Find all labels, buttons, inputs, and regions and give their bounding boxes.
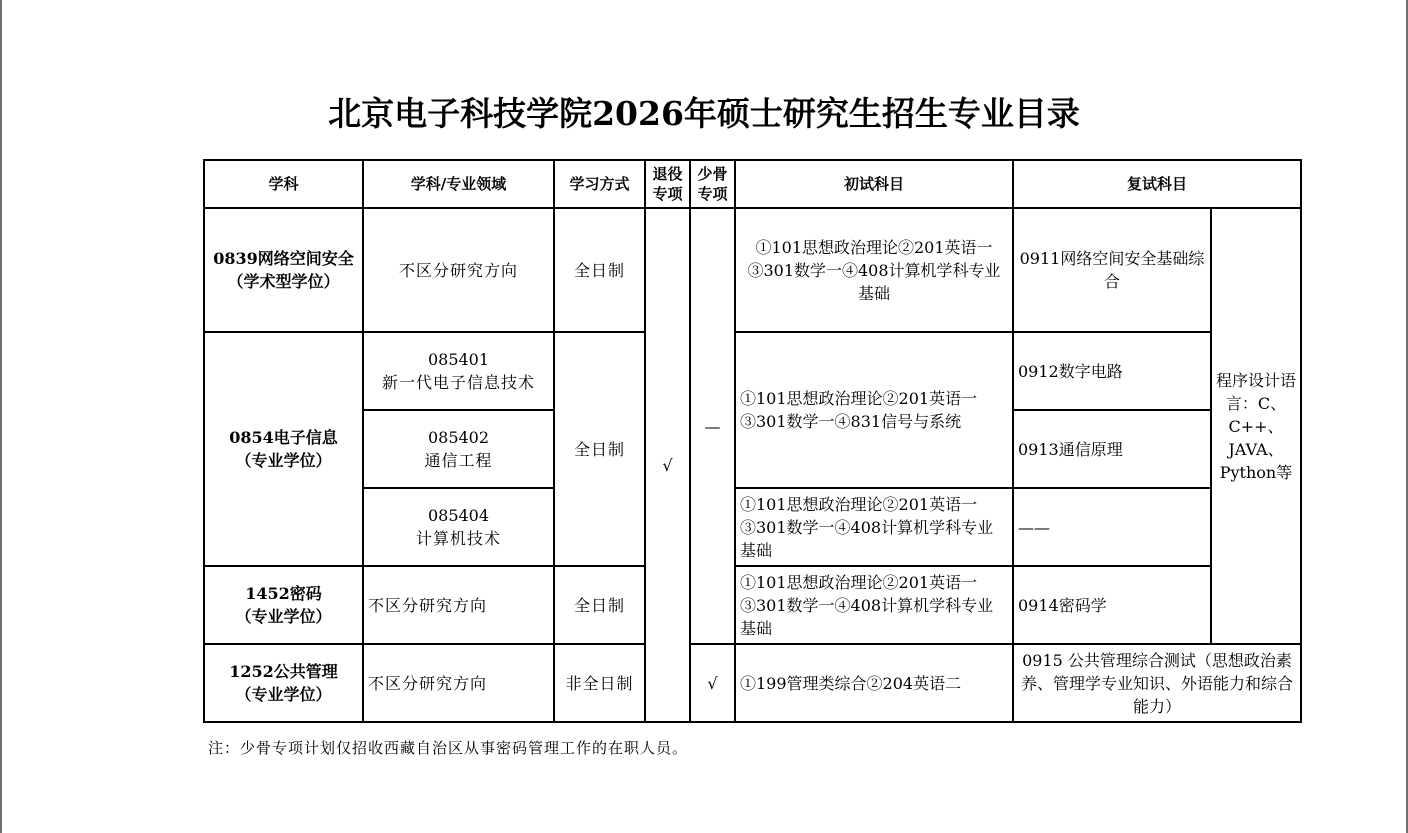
- discipline-name: 1452密码: [245, 584, 322, 603]
- discipline-cell: [204, 644, 363, 722]
- header-field: 学科/专业领域: [363, 160, 554, 208]
- retest-cell: 0915 公共管理综合测试（思想政治素养、管理学专业知识、外语能力和综合能力）: [1013, 644, 1301, 722]
- study-mode-cell: 全日制: [554, 332, 645, 566]
- study-mode-cell: 全日制: [554, 566, 645, 644]
- discipline-name: 0839网络空间安全: [213, 249, 354, 268]
- field-cell: [363, 488, 554, 566]
- programming-language-note: 程序设计语言：C、C++、JAVA、Python等: [1211, 208, 1301, 644]
- prelim-cell: ①101思想政治理论②201英语一③301数学一④408计算机学科专业基础: [735, 208, 1013, 332]
- degree-type: （专业学位）: [235, 451, 332, 470]
- header-study-mode: 学习方式: [554, 160, 645, 208]
- discipline-name: 0854电子信息: [229, 428, 338, 447]
- field-cell: 不区分研究方向: [363, 644, 554, 722]
- retest-cell: 0911网络空间安全基础综合: [1013, 208, 1211, 332]
- veteran-cell: √: [645, 208, 690, 722]
- footnote: 注：少骨专项计划仅招收西藏自治区从事密码管理工作的在职人员。: [208, 739, 689, 757]
- header-retest: 复试科目: [1013, 160, 1301, 208]
- shaogu-cell: —: [690, 208, 735, 644]
- discipline-cell: [204, 566, 363, 644]
- field-cell: [363, 332, 554, 410]
- study-mode-cell: 全日制: [554, 208, 645, 332]
- table-row: [204, 208, 1301, 332]
- table-row: [204, 332, 1301, 410]
- field-name: 新一代电子信息技术: [381, 373, 535, 392]
- header-discipline: 学科: [204, 160, 363, 208]
- page-title: 北京电子科技学院2026年硕士研究生招生专业目录: [328, 94, 1080, 133]
- header-shaogu: 少骨专项: [690, 160, 735, 208]
- field-cell: 不区分研究方向: [363, 208, 554, 332]
- field-cell: [363, 410, 554, 488]
- degree-type: （专业学位）: [235, 607, 332, 626]
- table-header-row: [204, 160, 1301, 208]
- field-name: 计算机技术: [415, 529, 501, 548]
- table-row: [204, 644, 1301, 722]
- degree-type: （专业学位）: [235, 685, 332, 704]
- retest-cell: 0913通信原理: [1013, 410, 1211, 488]
- admission-catalog-table: [203, 159, 1302, 723]
- shaogu-cell: √: [690, 644, 735, 722]
- study-mode-cell: 非全日制: [554, 644, 645, 722]
- discipline-cell: [204, 208, 363, 332]
- degree-type: （学术型学位）: [227, 272, 340, 291]
- retest-cell: 0912数字电路: [1013, 332, 1211, 410]
- prelim-cell: ①101思想政治理论②201英语一③301数学一④408计算机学科专业基础: [735, 566, 1013, 644]
- field-code: 085402: [427, 428, 490, 447]
- discipline-name: 1252公共管理: [229, 662, 338, 681]
- field-name: 通信工程: [424, 451, 493, 470]
- table-row: [204, 488, 1301, 566]
- retest-cell: ——: [1013, 488, 1211, 566]
- field-code: 085404: [427, 506, 490, 525]
- prelim-cell: ①199管理类综合②204英语二: [735, 644, 1013, 722]
- retest-cell: 0914密码学: [1013, 566, 1211, 644]
- header-prelim: 初试科目: [735, 160, 1013, 208]
- field-cell: 不区分研究方向: [363, 566, 554, 644]
- field-code: 085401: [427, 350, 490, 369]
- document-page: [2, 0, 1406, 833]
- table-row: [204, 566, 1301, 644]
- header-veteran: 退役专项: [645, 160, 690, 208]
- prelim-cell: ①101思想政治理论②201英语一③301数学一④831信号与系统: [735, 332, 1013, 488]
- prelim-cell: ①101思想政治理论②201英语一③301数学一④408计算机学科专业基础: [735, 488, 1013, 566]
- discipline-cell: [204, 332, 363, 566]
